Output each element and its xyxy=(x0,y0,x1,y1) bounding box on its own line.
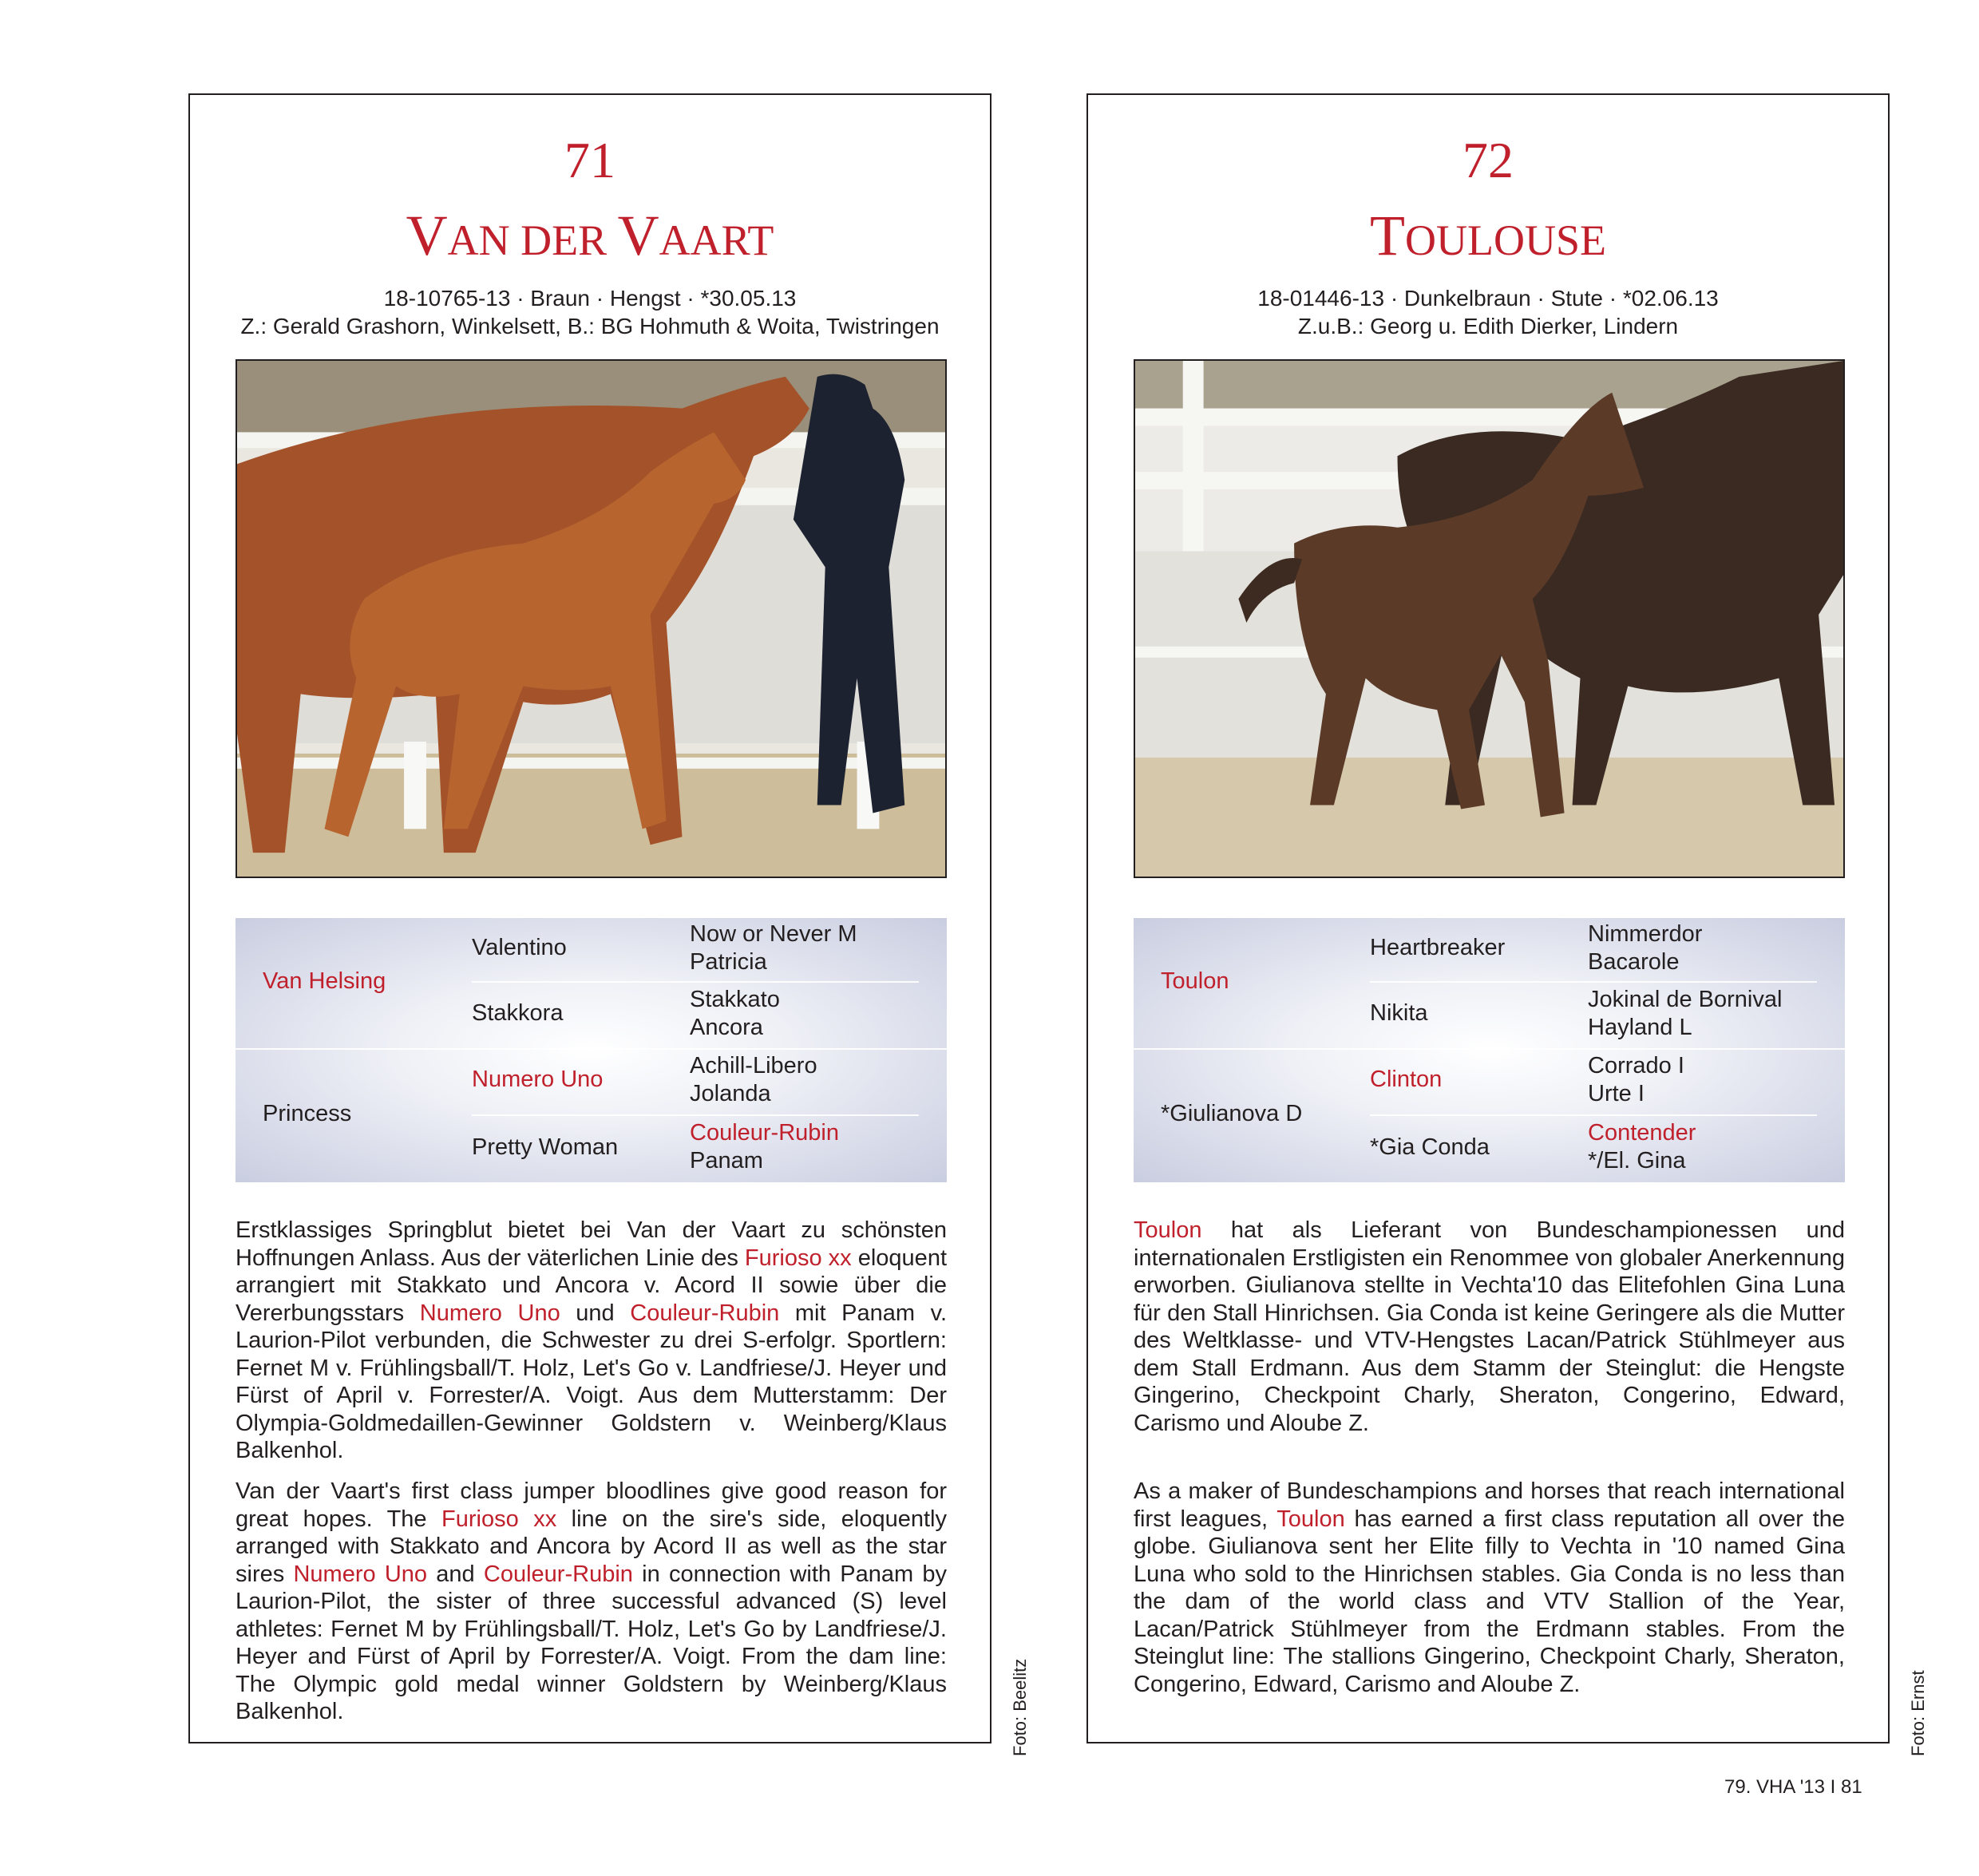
horse-photo-icon xyxy=(1135,361,1843,877)
highlighted-horse-name: Couleur-Rubin xyxy=(483,1561,633,1587)
pedigree-ddd: Panam xyxy=(690,1148,763,1173)
lot-number: 72 xyxy=(1462,132,1514,188)
pedigree-sds: Stakkato xyxy=(690,987,780,1012)
horse-name xyxy=(1088,204,1888,267)
pedigree-dds: Couleur-Rubin xyxy=(690,1120,839,1146)
breeder-line: Z.: Gerald Grashorn, Winkelsett, B.: BG Hohmuth & Woita, Twistringen xyxy=(240,314,940,338)
pedigree-dsd: Jolanda xyxy=(690,1081,771,1106)
page-footer: 79. VHA '13 I 81 xyxy=(1724,1776,1862,1798)
pedigree-table xyxy=(1134,918,1845,1182)
pedigree-dd: *Gia Conda xyxy=(1370,1134,1490,1160)
lot-number: 71 xyxy=(564,132,615,188)
highlighted-horse-name: Couleur-Rubin xyxy=(630,1300,780,1326)
name-initial: V xyxy=(406,204,448,267)
pedigree-ds: Clinton xyxy=(1370,1067,1443,1092)
text-run: As a maker of Bundeschampions and horses that reach international first leagues, xyxy=(1134,1478,1845,1532)
pedigree-ddd: */El. Gina xyxy=(1588,1148,1686,1173)
lot-card-71 xyxy=(188,93,991,1743)
pedigree-divider xyxy=(1134,1048,1845,1050)
pedigree-dds: Contender xyxy=(1588,1120,1696,1146)
pedigree-dss: Corrado I xyxy=(1588,1053,1684,1079)
highlighted-horse-name: Toulon xyxy=(1134,1217,1202,1243)
pedigree-ssd: Bacarole xyxy=(1588,949,1680,975)
highlighted-horse-name: Furioso xx xyxy=(441,1506,557,1532)
pedigree-dss: Achill-Libero xyxy=(690,1053,817,1079)
pedigree-divider xyxy=(472,1114,919,1116)
text-run: and xyxy=(427,1561,484,1587)
pedigree-dsd: Urte I xyxy=(1588,1081,1645,1106)
description-german xyxy=(236,1217,947,1465)
name-rest: AN DER xyxy=(447,216,618,264)
pedigree-divider xyxy=(236,1048,947,1050)
pedigree-sss: Nimmerdor xyxy=(1588,921,1703,947)
text-run: line on the sire's side, eloquently arranged with Stakkato and Ancora by Acord II as well as the star sires xyxy=(236,1506,947,1587)
highlighted-horse-name: Toulon xyxy=(1276,1506,1345,1532)
pedigree-sire: Van Helsing xyxy=(263,968,386,994)
text-run: Erstklassiges Springblut bietet bei Van der Vaart zu schönsten Hoffnungen Anlass. Aus der väterlichen Linie des xyxy=(236,1217,947,1271)
pedigree-ssd: Patricia xyxy=(690,949,767,975)
horse-meta-line: 18-10765-13 · Braun · Hengst · *30.05.13 xyxy=(383,286,797,311)
pedigree-sd: Stakkora xyxy=(472,1000,564,1026)
pedigree-divider xyxy=(1370,1114,1817,1116)
text-run: mit Panam v. Laurion-Pilot verbunden, die Schwester zu drei S-erfolgr. Sportlern: Fernet M v. Frühlingsball/T. Holz, Let's Go v. Landfriese/J. Heyer und Fürst of April v. Forrester/A. Voigt. Aus dem Mutterstamm: Der Olympia-Goldmedaillen-Gewinner Goldstern v. Weinberg/Klaus Balkenhol. xyxy=(236,1300,948,1463)
horse-name xyxy=(190,204,990,267)
text-run: eloquent arrangiert mit Stakkato und Ancora v. Acord II sowie über die Vererbungsstars xyxy=(236,1245,948,1326)
name-initial: T xyxy=(1370,204,1405,267)
lot-card-72 xyxy=(1086,93,1890,1743)
text-run: hat als Lieferant von Bundeschampionessen und internationalen Erstligisten ein Renommee von globaler Anerkennung erworben. Giulianova stellte in Vechta'10 das Elitefohlen Gina Luna für den Stall Hinrichsen. Gia Conda ist keine Geringere als die Mutter des Weltklasse- und VTV-Hengstes Lacan/Patrick Stühlmeyer aus dem Stall Erdmann. Aus dem Stamm der Steinglut: die Hengste Gingerino, Checkpoint Charly, Sheraton, Congerino, Edward, Carismo und Aloube Z. xyxy=(1134,1217,1845,1436)
pedigree-dam: *Giulianova D xyxy=(1161,1101,1303,1126)
pedigree-table xyxy=(236,918,947,1182)
text-run: in connection with Panam by Laurion-Pilot, the sister of three successful advanced (S) level athletes: Fernet M by Frühlingsball/T. Holz, Let's Go by Landfriese/J. Heyer and Fürst of April by Forrester/A. Voigt. From the dam line: The Olympic gold medal winner Goldstern by Weinberg/Klaus Balkenhol. xyxy=(236,1561,947,1724)
pedigree-divider xyxy=(472,981,919,983)
horse-photo-icon xyxy=(237,361,945,877)
pedigree-ss: Valentino xyxy=(472,935,567,960)
pedigree-dd: Pretty Woman xyxy=(472,1134,619,1160)
name-rest: OULOUSE xyxy=(1404,216,1606,264)
photo-credit-71: Foto: Beelitz xyxy=(1010,1658,1030,1756)
highlighted-horse-name: Furioso xx xyxy=(744,1245,852,1271)
highlighted-horse-name: Numero Uno xyxy=(293,1561,428,1587)
name-initial: V xyxy=(617,204,659,267)
pedigree-sd: Nikita xyxy=(1370,1000,1428,1026)
description-german xyxy=(1134,1217,1845,1437)
pedigree-dam: Princess xyxy=(263,1101,352,1126)
breeder-line: Z.u.B.: Georg u. Edith Dierker, Lindern xyxy=(1297,314,1679,338)
text-run: und xyxy=(560,1300,631,1326)
pedigree-ds: Numero Uno xyxy=(472,1067,604,1092)
photo-credit-72: Foto: Ernst xyxy=(1908,1670,1928,1756)
horse-photo xyxy=(1134,359,1845,878)
description-english xyxy=(1134,1478,1845,1698)
text-run: Van der Vaart's first class jumper bloodlines give good reason for great hopes. The xyxy=(236,1478,947,1532)
horse-photo xyxy=(236,359,947,878)
highlighted-horse-name: Numero Uno xyxy=(419,1300,560,1326)
pedigree-sss: Now or Never M xyxy=(690,921,857,947)
horse-meta-line: 18-01446-13 · Dunkelbraun · Stute · *02.06.13 xyxy=(1257,286,1719,311)
pedigree-sire: Toulon xyxy=(1161,968,1229,994)
pedigree-ss: Heartbreaker xyxy=(1370,935,1506,960)
pedigree-sdd: Ancora xyxy=(690,1015,763,1040)
description-english xyxy=(236,1478,947,1726)
name-rest: AART xyxy=(659,216,774,264)
text-run: has earned a first class reputation all over the globe. Giulianova sent her Elite filly to Vechta in '10 named Gina Luna who sold to the Hinrichsen stables. Gia Conda is no less than the dam of the world class and VTV Stallion of the Year, Lacan/Patrick Stühlmeyer from the Erdmann stables. From the Steinglut line: The stallions Gingerino, Checkpoint Charly, Sheraton, Congerino, Edward, Carismo and Aloube Z. xyxy=(1134,1506,1845,1697)
pedigree-sdd: Hayland L xyxy=(1588,1015,1692,1040)
pedigree-sds: Jokinal de Bornival xyxy=(1588,987,1783,1012)
pedigree-divider xyxy=(1370,981,1817,983)
